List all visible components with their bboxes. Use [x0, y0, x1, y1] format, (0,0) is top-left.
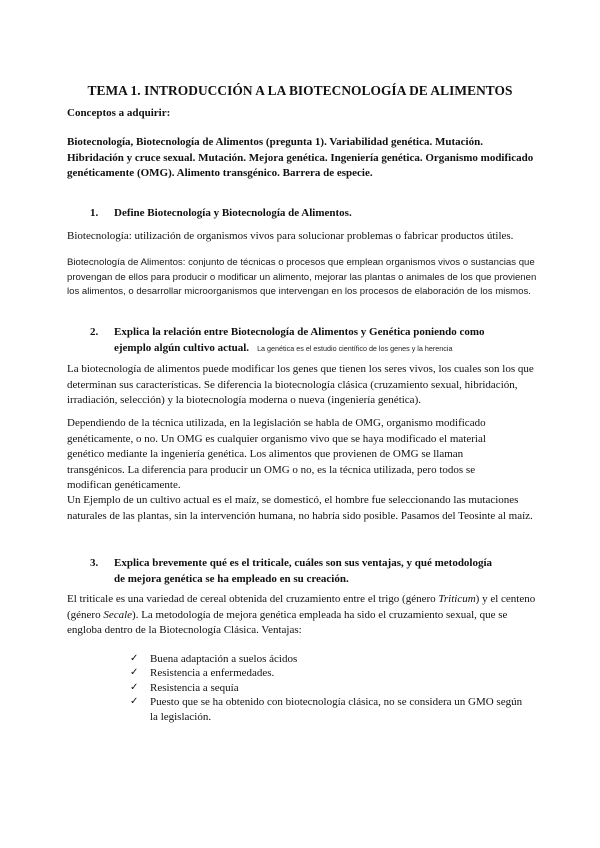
secale-genus: Secale: [103, 608, 133, 621]
question-2-number: 2.: [90, 326, 99, 338]
checkmark-icon: ✓: [130, 653, 139, 664]
concepts-text: Biotecnología, Biotecnología de Alimentos (pregunta 1). Variabilidad genética. Mutación. Hibridación y cruce sexual. Mutación. Mejora genética. Ingeniería genética. Organismo modificado genéticamente (OMG). Alimento transgénico. Barrera de especie.: [67, 136, 534, 179]
question-3-title-line1: Explica brevemente qué es el triticale, cuáles son sus ventajas, y qué metodología: [114, 557, 493, 569]
question-2-heading: [90, 326, 570, 358]
checkmark-icon: ✓: [130, 667, 139, 679]
q2-answer-paragraph-3: Un Ejemplo de un cultivo actual es el maíz, se domesticó, el hombre fue seleccionando las mutaciones naturales de las plantas, sin la intervención humana, no habría sido posible. Pasamos del Teosinte al maíz.: [67, 494, 533, 522]
q2-answer-paragraph-2: Dependiendo de la técnica utilizada, en la legislación se habla de OMG, organismo modificado genéticamente, o no. Un OMG es cualquier organismo vivo que se haya modificado el material genético mediante la ingeniería genética. Los alimentos que provienen de OMG se llaman transgénicos. La diferencia para producir un OMG o no, es la técnica utilizada, pero todos se modifican genéticamente.: [67, 417, 486, 491]
question-2-title-line2: ejemplo algún cultivo actual.: [114, 342, 250, 354]
question-2-title-line1: Explica la relación entre Biotecnología de Alimentos y Genética poniendo como: [114, 326, 485, 338]
q1-answer-biotecnologia-alimentos: Biotecnología de Alimentos: conjunto de técnicas o procesos que emplean organismos vivos o sustancias que provengan de ellos para producir o modificar un alimento, mejorar las plantas o animales de los que provienen los alimentos, o desarrollar microorganismos que intervengan en los procesos de elaboración de los mismos.: [67, 257, 537, 297]
q2-answer-paragraph-1: La biotecnología de alimentos puede modificar los genes que tienen los seres vivos, los cuales son los que determinan sus características. Se diferencia la biotecnología clásica (cruzamiento sexual, hibridación, irradiación, selección) y la biotecnología moderna o nueva (ingeniería genética).: [67, 363, 534, 406]
list-item: ✓ Puesto que se ha obtenido con biotecnología clásica, no se considera un GMO según la legislación.: [130, 696, 523, 723]
triticum-genus: Triticum: [438, 593, 476, 605]
question-2-title-line2-wrap: [114, 342, 452, 354]
concepts-heading: Conceptos a adquirir:: [67, 107, 171, 119]
q3-answer-paragraph: El triticale es una variedad de cereal obtenida del cruzamiento entre el trigo (género Triticum) y el centeno (género Secale). La metodología de mejora genética empleada ha sido el cruzamiento sexual, que se engloba dentro de la Biotecnología Clásica. Ventajas:: [67, 593, 536, 636]
question-3-title-line2: de mejora genética se ha empleado en su creación.: [114, 573, 349, 585]
list-item: ✓ Buena adaptación a suelos ácidos: [130, 653, 298, 665]
checkmark-icon: ✓: [130, 696, 139, 708]
question-1-number: 1.: [90, 207, 99, 219]
list-item: ✓ Resistencia a enfermedades.: [130, 667, 275, 680]
checkmark-icon: ✓: [130, 681, 139, 693]
page-title: TEMA 1. INTRODUCCIÓN A LA BIOTECNOLOGÍA DE ALIMENTOS: [87, 83, 513, 98]
question-3-heading: [90, 557, 570, 589]
question-3-number: 3.: [90, 557, 99, 569]
advantages-list: [130, 652, 530, 724]
question-1-title: Define Biotecnología y Biotecnología de Alimentos.: [114, 207, 352, 219]
handwritten-note: La genética es el estudio científico de los genes y la herencia: [257, 344, 453, 353]
list-item: ✓ Resistencia a sequía: [130, 681, 239, 694]
q1-answer-biotecnologia: Biotecnología: utilización de organismos vivos para solucionar problemas o fabricar productos útiles.: [67, 230, 514, 242]
